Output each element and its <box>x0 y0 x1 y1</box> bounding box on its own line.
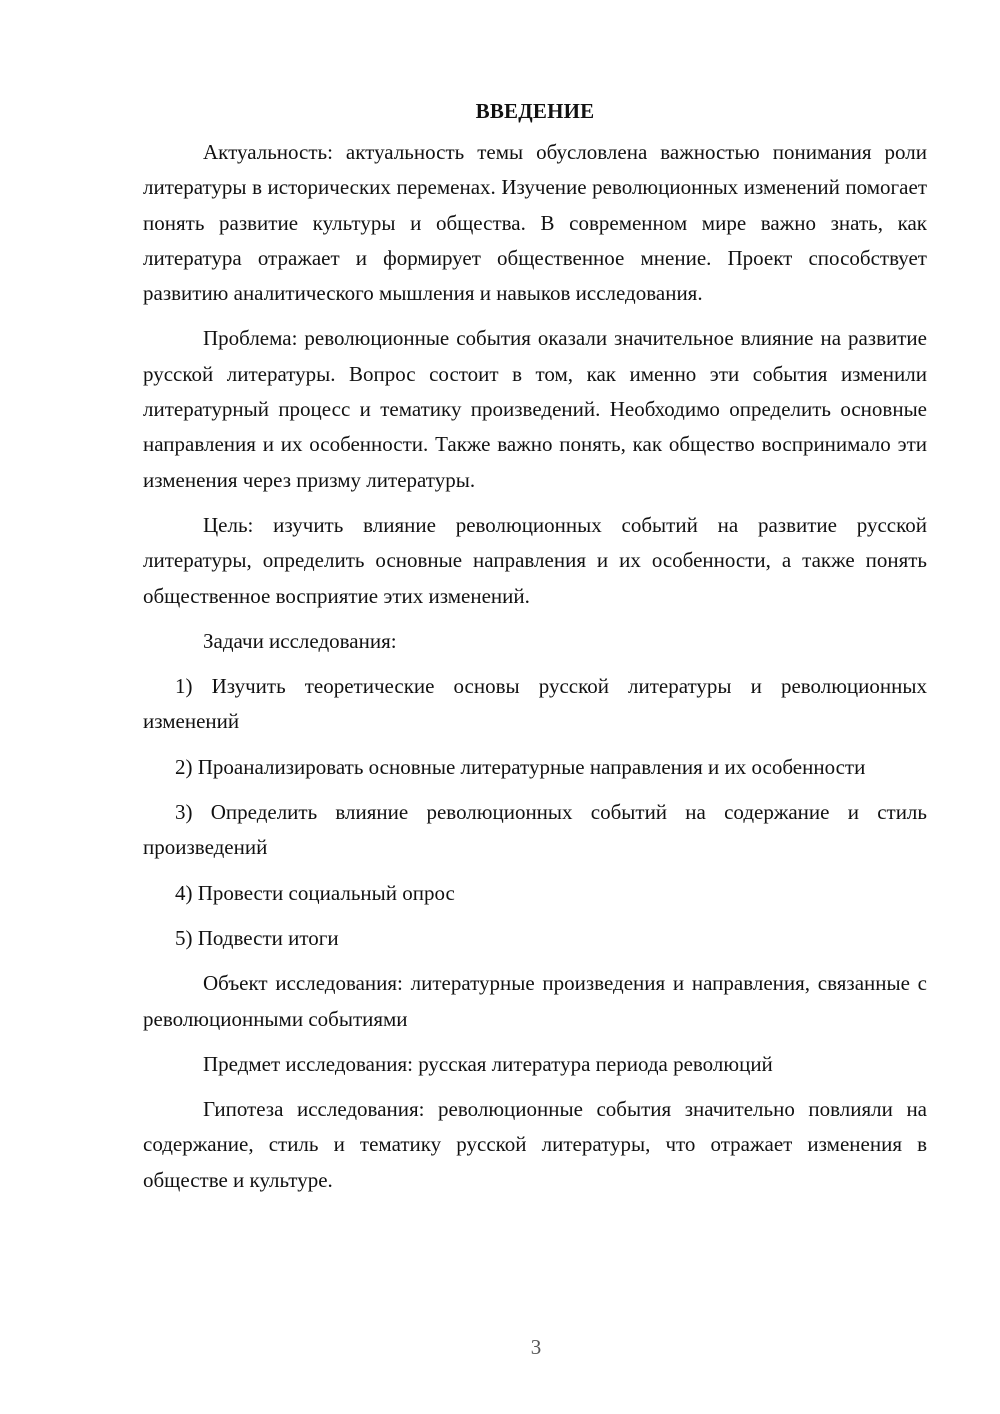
task-item-4: 4) Провести социальный опрос <box>175 880 455 905</box>
paragraph-goal: Цель: изучить влияние революционных событий на развитие русской литературы, определить основные направления и их особенности, а также понять общественное восприятие этих изменений. <box>143 512 927 608</box>
page-content <box>143 96 927 1208</box>
task-item-5: 5) Подвести итоги <box>175 925 339 950</box>
task-item-3: 3) Определить влияние революционных событий на содержание и стиль произведений <box>143 800 927 860</box>
section-title: ВВЕДЕНИЕ <box>475 99 595 123</box>
paragraph-relevance: Актуальность: актуальность темы обусловлена важностью понимания роли литературы в исторических переменах. Изучение революционных изменений помогает понять развитие культуры и общества. В современном мире важно знать, как литература отражает и формирует общественное мнение. Проект способствует развитию аналитического мышления и навыков исследования. <box>143 140 927 306</box>
paragraph-hypothesis: Гипотеза исследования: революционные события значительно повлияли на содержание, стиль и тематику русской литературы, что отражает изменения в обществе и культуре. <box>143 1097 927 1192</box>
paragraph-object: Объект исследования: литературные произведения и направления, связанные с революционными событиями <box>143 971 927 1031</box>
task-item-2: 2) Проанализировать основные литературные направления и их особенности <box>175 754 866 779</box>
paragraph-problem: Проблема: революционные события оказали значительное влияние на развитие русской литературы. Вопрос состоит в том, как именно эти события изменили литературный процесс и тематику произведений. Необходимо определить основные направления и их особенности. Также важно понять, как общество воспринимало эти изменения через призму литературы. <box>143 326 927 492</box>
page-number: 3 <box>530 1335 542 1359</box>
task-item-1: 1) Изучить теоретические основы русской литературы и революционных изменений <box>143 674 927 734</box>
tasks-heading: Задачи исследования: <box>203 628 397 653</box>
paragraph-subject: Предмет исследования: русская литература периода революций <box>203 1051 773 1076</box>
